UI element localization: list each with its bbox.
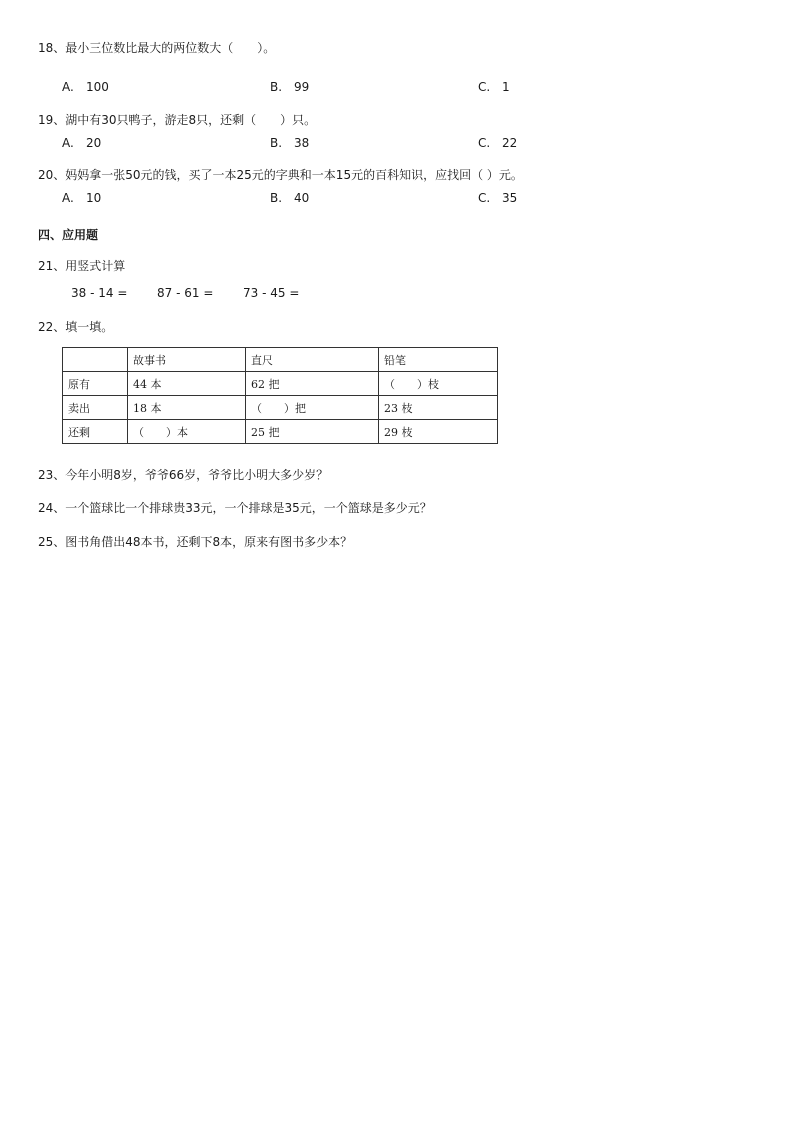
q18-option-a: A. 100 xyxy=(62,80,109,94)
q20-option-a: A. 10 xyxy=(62,191,102,205)
table-cell: 25 把 xyxy=(246,420,379,444)
table-cell: 23 枝 xyxy=(379,396,498,420)
table-cell: 29 枝 xyxy=(379,420,498,444)
question-21: 21、用竖式计算 xyxy=(38,259,126,273)
q18-option-c: C. 1 xyxy=(478,80,510,94)
question-19: 19、湖中有30只鸭子，游走8只，还剩（ ）只。 xyxy=(38,113,317,127)
table-cell: 18 本 xyxy=(128,396,246,420)
question-22: 22、填一填。 xyxy=(38,320,114,334)
question-25: 25、图书角借出48本书，还剩下8本，原来有图书多少本？ xyxy=(38,535,353,549)
table-cell: （ ）把 xyxy=(246,396,379,420)
calc-item-3: 73 - 45 = xyxy=(243,286,300,300)
table-cell: 44 本 xyxy=(128,372,246,396)
question-24: 24、一个篮球比一个排球贵33元，一个排球是35元，一个篮球是多少元？ xyxy=(38,501,432,515)
table-row xyxy=(63,396,498,420)
q19-option-b: B. 38 xyxy=(270,136,310,150)
q19-option-a: A. 20 xyxy=(62,136,102,150)
q20-option-b: B. 40 xyxy=(270,191,310,205)
table-cell: 卖出 xyxy=(63,396,128,420)
table-cell: 还剩 xyxy=(63,420,128,444)
table-row xyxy=(63,372,498,396)
table-cell: 62 把 xyxy=(246,372,379,396)
table-cell: （ ）本 xyxy=(128,420,246,444)
calc-item-2: 87 - 61 = xyxy=(157,286,214,300)
section-heading: 四、应用题 xyxy=(38,228,99,242)
q20-option-c: C. 35 xyxy=(478,191,518,205)
table-cell: 原有 xyxy=(63,372,128,396)
table-cell: （ ）枝 xyxy=(379,372,498,396)
table-row xyxy=(63,420,498,444)
calc-item-1: 38 - 14 = xyxy=(71,286,128,300)
question-23: 23、今年小明8岁，爷爷66岁，爷爷比小明大多少岁？ xyxy=(38,468,329,482)
question-20: 20、妈妈拿一张50元的钱，买了一本25元的字典和一本15元的百科知识，应找回（ ）元。 xyxy=(38,168,523,182)
q19-option-c: C. 22 xyxy=(478,136,518,150)
table-cell xyxy=(63,348,128,372)
fill-table xyxy=(62,347,498,444)
table-cell: 直尺 xyxy=(246,348,379,372)
question-18: 18、最小三位数比最大的两位数大（ ）。 xyxy=(38,41,276,55)
table-header-row xyxy=(63,348,498,372)
table-cell: 故事书 xyxy=(128,348,246,372)
table-cell: 铅笔 xyxy=(379,348,498,372)
q18-option-b: B. 99 xyxy=(270,80,310,94)
